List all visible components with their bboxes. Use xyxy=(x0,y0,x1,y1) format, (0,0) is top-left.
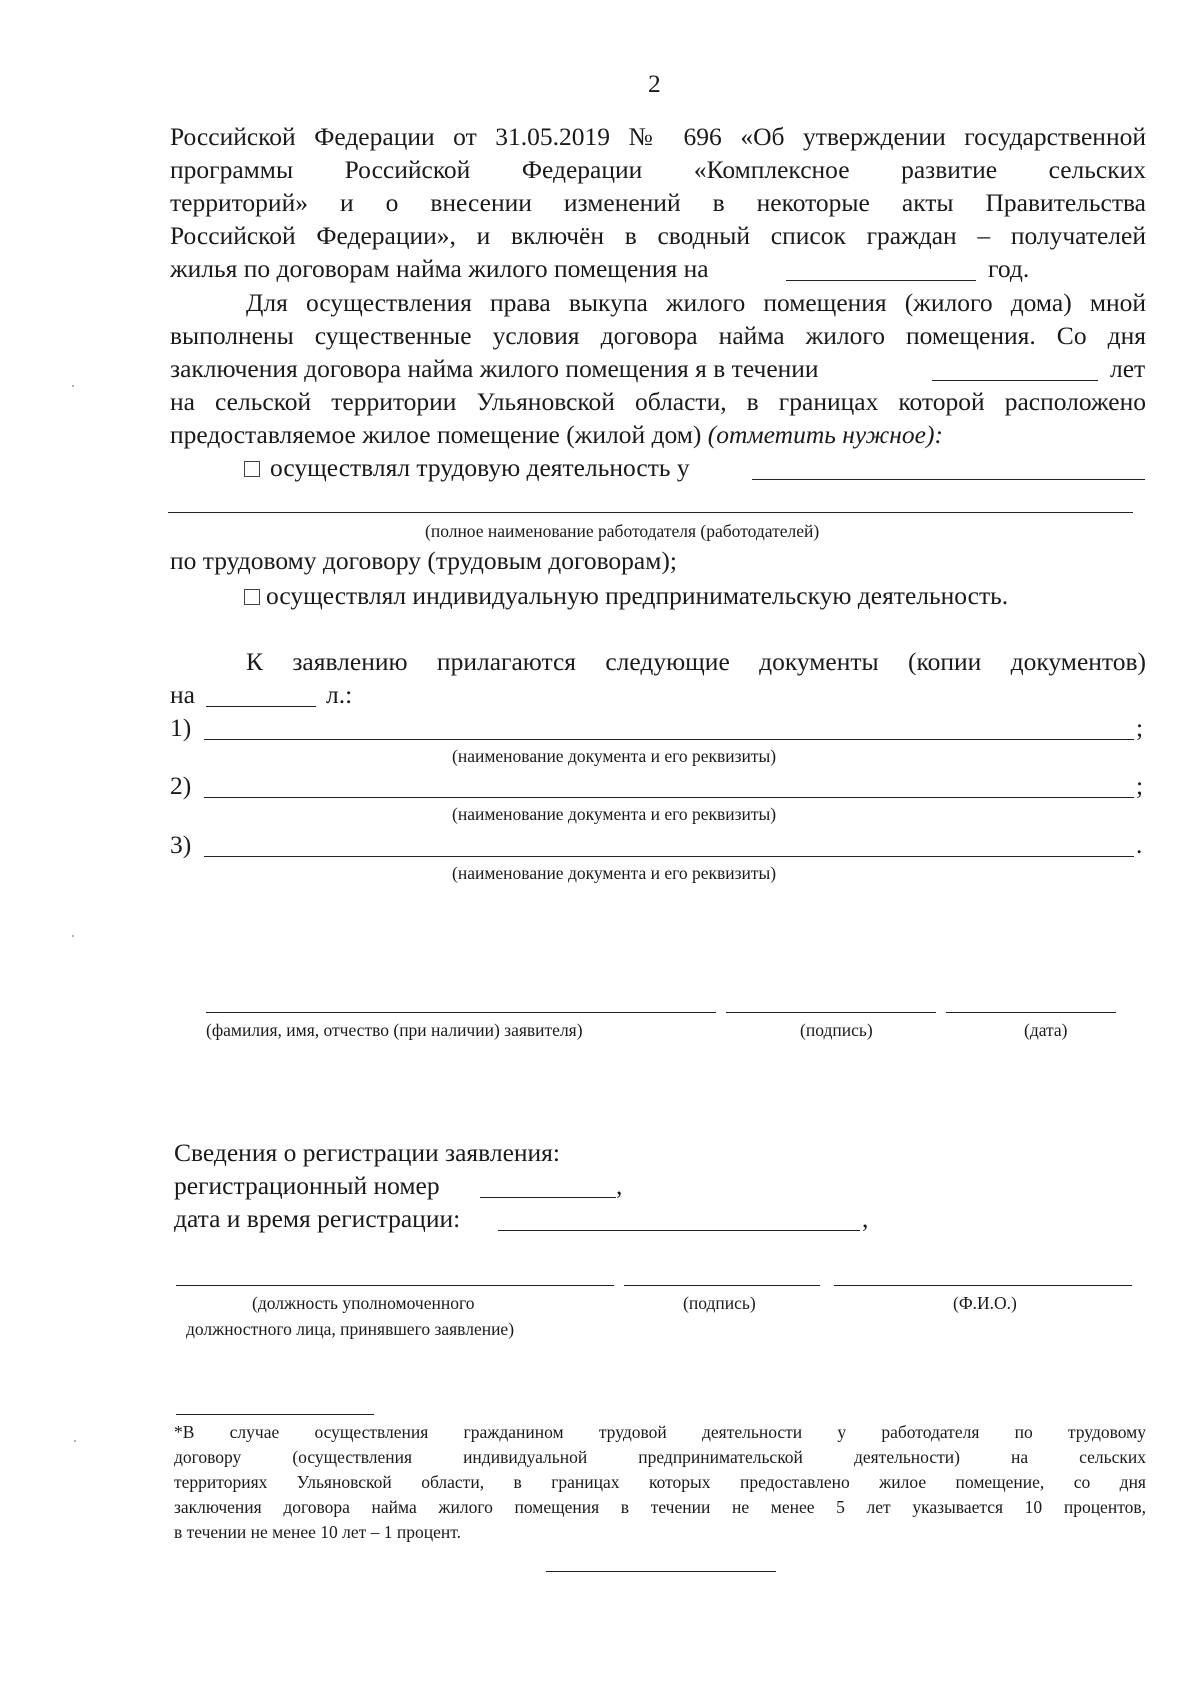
document-2-blank[interactable] xyxy=(204,797,1134,798)
closing-separator xyxy=(546,1571,776,1572)
para2-line-3: заключения договора найма жилого помещения я в течении xyxy=(170,354,819,383)
para2-line-5-italic: (отметить нужное): xyxy=(707,420,943,449)
official-signature-caption: (подпись) xyxy=(683,1293,756,1313)
document-1-number: 1) xyxy=(170,713,192,742)
registration-datetime-blank[interactable] xyxy=(498,1230,860,1231)
official-position-caption-1: (должность уполномоченного xyxy=(252,1293,475,1313)
intro-line-2: программы Российской Федерации «Комплексное развитие сельских xyxy=(170,155,1146,184)
applicant-name-blank[interactable] xyxy=(206,1012,716,1013)
document-2-caption: (наименование документа и его реквизиты) xyxy=(452,804,777,824)
checkbox-employment[interactable] xyxy=(244,461,260,477)
option-entrepreneur xyxy=(244,580,1008,612)
document-1-blank[interactable] xyxy=(204,739,1134,740)
footnote-line-4: заключения договора найма жилого помещения в течении не менее 5 лет указывается 10 процентов, xyxy=(174,1497,1146,1517)
footnote-separator xyxy=(176,1414,374,1415)
year-blank[interactable] xyxy=(786,280,976,281)
intro-line-3: территорий» и о внесении изменений в некоторые акты Правительства xyxy=(170,188,1146,217)
pages-blank[interactable] xyxy=(206,706,316,707)
applicant-signature-blank[interactable] xyxy=(726,1012,936,1013)
intro-line-5-text: жилья по договорам найма жилого помещения на xyxy=(170,254,709,283)
applicant-signature-caption: (подпись) xyxy=(800,1020,873,1040)
para2-line-4: на сельской территории Ульяновской области, в границах которой расположено xyxy=(170,387,1146,416)
footnote-line-5: в течении не менее 10 лет – 1 процент. xyxy=(174,1522,461,1542)
document-3-blank[interactable] xyxy=(204,856,1134,857)
official-position-caption-2: должностного лица, принявшего заявление) xyxy=(186,1319,515,1339)
registration-title: Сведения о регистрации заявления: xyxy=(174,1138,560,1167)
registration-datetime-label: дата и время регистрации: xyxy=(174,1204,461,1233)
document-2-end: ; xyxy=(1136,771,1144,800)
applicant-date-caption: (дата) xyxy=(1024,1020,1068,1040)
years-blank[interactable] xyxy=(932,380,1098,381)
year-suffix: год. xyxy=(988,254,1030,283)
document-1-caption: (наименование документа и его реквизиты) xyxy=(452,746,777,766)
scan-speck xyxy=(74,1440,76,1442)
official-signature-blank[interactable] xyxy=(624,1285,820,1286)
document-3-number: 3) xyxy=(170,830,192,859)
registration-datetime-end: , xyxy=(862,1204,869,1233)
document-3-end: . xyxy=(1136,830,1143,859)
employer-blank-2[interactable] xyxy=(168,512,1133,513)
para2-line-5-text: предоставляемое жилое помещение (жилой дом) xyxy=(170,420,702,449)
attachments-suffix: л.: xyxy=(326,680,353,709)
registration-number-end: , xyxy=(616,1171,623,1200)
intro-line-5 xyxy=(170,253,709,285)
intro-line-4: Российской Федерации», и включён в сводный список граждан – получателей xyxy=(170,221,1146,250)
scan-speck xyxy=(72,935,74,937)
employer-caption: (полное наименование работодателя (работодателей) xyxy=(425,521,820,541)
attachments-line-1: К заявлению прилагаются следующие документы (копии документов) xyxy=(246,647,1146,676)
document-2-number: 2) xyxy=(170,771,192,800)
official-name-blank[interactable] xyxy=(834,1285,1132,1286)
official-name-caption: (Ф.И.О.) xyxy=(953,1293,1017,1313)
applicant-name-caption: (фамилия, имя, отчество (при наличии) заявителя) xyxy=(206,1020,583,1040)
applicant-date-blank[interactable] xyxy=(946,1012,1116,1013)
official-position-blank[interactable] xyxy=(176,1285,614,1286)
document-3-caption: (наименование документа и его реквизиты) xyxy=(452,863,777,883)
para2-line-5 xyxy=(170,419,943,451)
employer-blank-1[interactable] xyxy=(752,479,1145,480)
footnote-line-2: договору (осуществления индивидуальной предпринимательской деятельности) на сельских xyxy=(174,1447,1146,1467)
footnote-line-3: территориях Ульяновской области, в границах которых предоставлено жилое помещение, со дня xyxy=(174,1472,1146,1492)
document-1-end: ; xyxy=(1136,713,1144,742)
attachments-prefix: на xyxy=(170,680,195,709)
footnote-line-1: *В случае осуществления гражданином трудовой деятельности у работодателя по трудовому xyxy=(174,1422,1146,1442)
option-employment xyxy=(244,452,690,484)
option-employment-label: осуществлял трудовую деятельность у xyxy=(270,453,690,482)
intro-line-1: Российской Федерации от 31.05.2019 № 696 «Об утверждении государственной xyxy=(170,122,1146,151)
registration-number-blank[interactable] xyxy=(480,1197,616,1198)
para2-line-1: Для осуществления права выкупа жилого помещения (жилого дома) мной xyxy=(246,288,1146,317)
page-number: 2 xyxy=(648,69,661,98)
option-entrepreneur-label: осуществлял индивидуальную предпринимательскую деятельность. xyxy=(266,581,1009,610)
employment-contract-text: по трудовому договору (трудовым договорам); xyxy=(170,546,677,575)
checkbox-entrepreneur[interactable] xyxy=(244,589,260,605)
registration-number-label: регистрационный номер xyxy=(174,1171,440,1200)
scan-speck xyxy=(72,385,74,387)
years-suffix: лет xyxy=(1110,354,1146,383)
para2-line-2: выполнены существенные условия договора найма жилого помещения. Со дня xyxy=(170,321,1146,350)
